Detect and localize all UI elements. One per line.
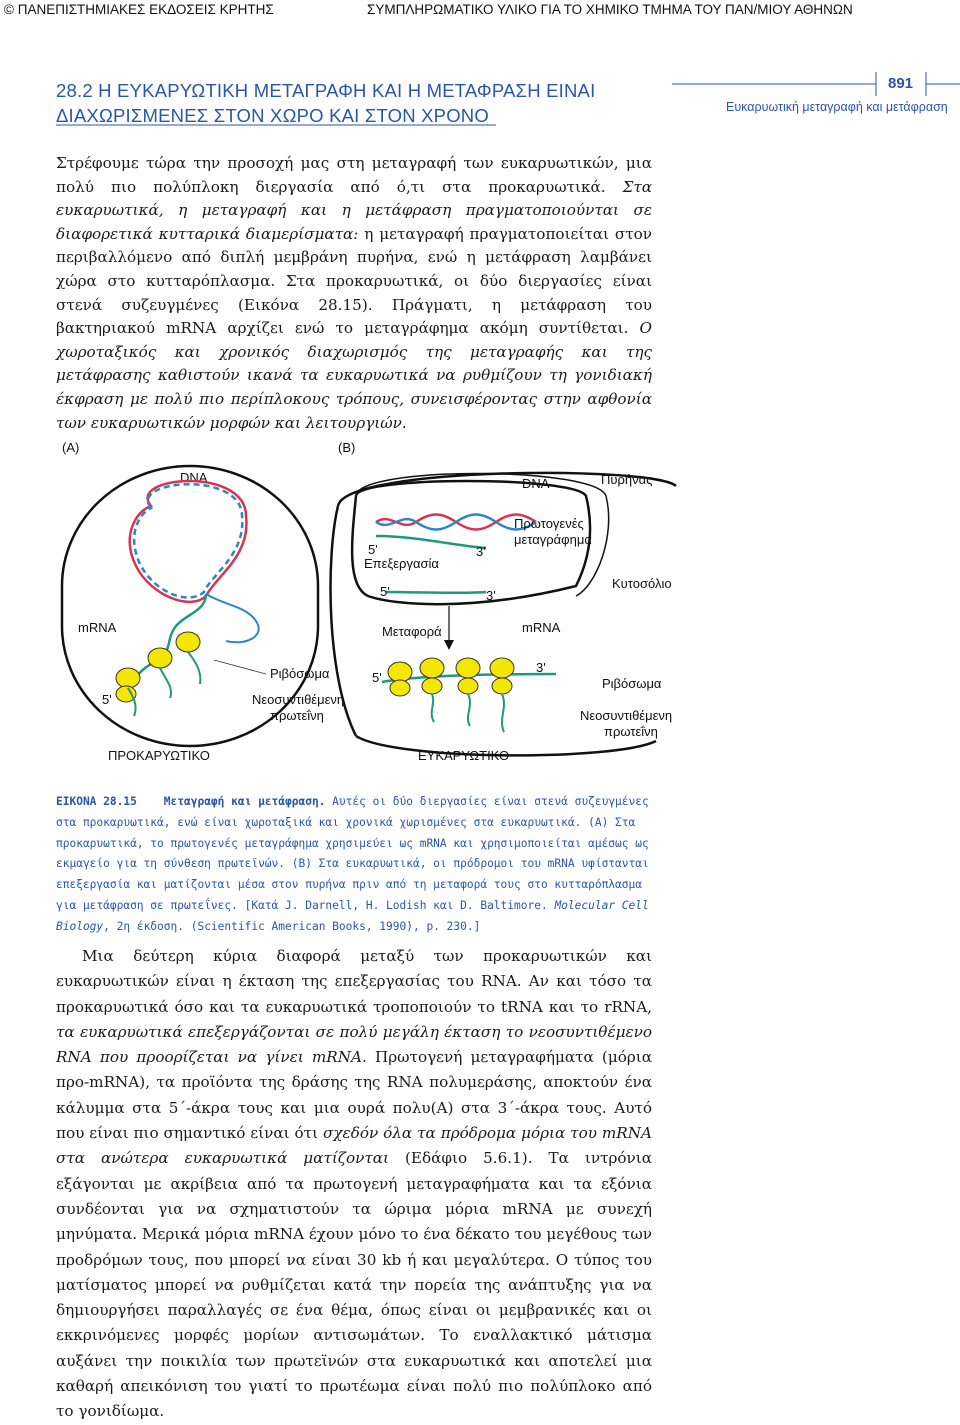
caption-title: Μεταγραφή και μετάφραση. [163,795,326,808]
panel-b-three-c: 3' [536,660,546,675]
prokaryote-dna-loop [130,481,247,602]
intro-text-1: Στρέφουμε τώρα την προσοχή μας στη μεταγραφή των ευκαρυωτικών, μια πολύ πιο πολύπλοκη διεργασία από ό,τι στα προκαρυωτικά. [56,154,652,196]
panel-a-mrna-label: mRNA [78,620,117,635]
running-head: Ευκαρυωτική μεταγραφή και μετάφραση [726,100,948,114]
prokaryote-ribosomes [116,632,200,716]
eukaryote-dna-helix [376,515,536,530]
panel-b-primary-l1: Πρωτογενές [514,516,584,531]
panel-b-nucleus-label: Πυρήνας [601,472,653,487]
prokaryote-dna-tail [206,594,259,642]
panel-a-label: (A) [62,440,80,455]
panel-b-mrna-label: mRNA [522,620,561,635]
header-supplement: ΣΥΜΠΛΗΡΩΜΑΤΙΚΟ ΥΛΙΚΟ ΓΙΑ ΤΟ ΧΗΜΙΚΟ ΤΜΗΜΑ ΤΟΥ ΠΑΝ/ΜΙΟΥ ΑΘΗΝΩΝ [367,2,853,17]
intro-text-2: η μεταγραφή πραγματοποιείται στον περιβαλλόμενο από διπλή μεμβράνη πυρήνα, ενώ η μετάφραση λαμβάνει χώρα στο κυτταρόπλασμα. Στα προκαρυωτικά, οι δύο διεργασίες είναι στενά συζευγμένες (Εικόνα 28.15). Πράγματι, η μετάφραση του βακτηριακού mRNA αρχίζει ενώ το μεταγράφημα ακόμη συντίθεται. [56,224,652,338]
figure-caption [56,792,652,938]
section-title [56,78,676,128]
panel-b-dna-label: DNA [522,476,550,491]
intro-text-italic-2: Ο χωροταξικός και χρονικός διαχωρισμός της μεταγραφής και της μετάφρασης καθιστούν ικανά τα ευκαρυωτικά να ρυθμίζουν τη γονιδιακή έκφραση με πολύ πιο περίπλοκους τρόπους, συνεισφέροντας στην αφθονία των ευκαρυωτικών μορφών και λειτουργιών. [56,319,652,432]
caption-label: ΕΙΚΟΝΑ 28.15 [56,795,137,808]
body2-text-b: Πρωτογενή μεταγραφήματα (μόρια προ-mRNA), τα προϊόντα της δράσης της RNA πολυμεράσης, αποκτούν ένα κάλυμμα στα 5΄-άκρα τους και μια ουρά πολυ(A) στα 3΄-άκρα τους. Αυτό που είναι πιο σημαντικό είναι ότι [56,1048,652,1143]
caption-book: Molecular Cell Biology [56,898,649,933]
panel-b-primary-l2: μεταγράφημα [514,532,592,547]
page-number-rule [672,70,960,98]
figure-28-15 [56,436,696,776]
panel-a-protein-l2: πρωτεΐνη [270,708,324,723]
panel-a-five-prime: 5' [102,692,112,707]
panel-b-five-a: 5' [368,542,378,557]
panel-b-three-b: 3' [486,588,496,603]
page-header [0,0,960,22]
title-underline [56,124,496,128]
page-number: 891 [888,75,914,92]
panel-b-three-a: 3' [476,544,486,559]
panel-b-ribosome-label: Ριβόσωμα [602,676,662,691]
body2-text-a-italic: τα ευκαρυωτικά επεξεργάζονται σε πολύ μεγάλη έκταση το νεοσυντιθέμενο RNA που προορίζεται να γίνει mRNA. [56,1022,652,1067]
transport-arrowhead [444,640,454,650]
processed-mrna [386,592,486,593]
panel-b-cytosol-label: Κυτοσόλιο [612,576,672,591]
panel-b-protein-l1: Νεοσυντιθέμενη [580,708,673,723]
panel-b-protein-l2: πρωτεΐνη [604,724,658,739]
body2-text-a: Μια δεύτερη κύρια διαφορά μεταξύ των προκαρυωτικών και ευκαρυωτικών είναι η έκταση της επεξεργασίας του RNA. Αν και τόσο τα προκαρυωτικά όσο και τα ευκαρυωτικά τροποποιούν το tRNA και το rRNA, [56,947,652,1016]
caption-text-1: Αυτές οι δύο διεργασίες είναι στενά συζευγμένες στα προκαρυωτικά, ενώ είναι χωροταξικά και χρονικά χωρισμένες στα ευκαρυωτικά. (A) Στα προκαρυωτικά, το πρωτογενές μεταγράφημα χρησιμεύει ως mRNA και χρησιμοποιείται αμέσως ως εκμαγείο για τη σύνθεση πρωτεϊνών. (B) Στα ευκαρυωτικά, οι πρόδρομοι του mRNA υφίστανται επεξεργασία και ματίζονται μέσα στον πυρήνα πριν από τη μεταφορά τους στο κυτταρόπλασμα για μετάφραση σε πρωτεΐνες. [Κατά J. Darnell, H. Lodish και D. Baltimore. [56,795,649,912]
body2-text-b-italic: σχεδόν όλα τα πρόδρομα μόρια του mRNA στα ανώτερα ευκαρυωτικά ματίζονται [56,1124,652,1168]
intro-paragraph [56,152,652,435]
primary-transcript-strand [376,536,486,548]
panel-b-transport-label: Μεταφορά [382,624,442,639]
eukaryote-ribosomes [388,658,514,732]
body2-text-c: (Εδάφιο 5.6.1). Τα ιντρόνια εξάγονται με ακρίβεια από τα πρωτογενή μεταγραφήματα και τα εξόνια συνδέονται για να σχηματιστούν τα ώριμα μόρια mRNA με συνεχή μηνύματα. Μερικά μόρια mRNA έχουν μόνο το ένα δέκατο του μεγέθους των προδρόμων τους, που μπορεί να είναι 30 kb ή και μεγαλύτερα. Ο τύπος του ματίσματος μπορεί να ρυθμίζεται κατά την πορεία της ανάπτυξης για να δημιουργήσει παραλλαγές σε ένα θέμα, όπως είναι οι μεμβρανικές και οι εκκρινόμενες μορφές μορίων αντισωμάτων. Το εναλλακτικό μάτισμα αυξάνει την ποικιλία των πρωτεϊνών στα ευκαρυωτικά και αποτελεί μια καθαρή απεικόνιση του γιατί το πρωτέωμα είναι πολύ πιο πολύπλοκο από το γονιδίωμα. [56,1149,652,1421]
section-title-line2: ΔΙΑΧΩΡΙΣΜΕΝΕΣ ΣΤΟΝ ΧΩΡΟ ΚΑΙ ΣΤΟΝ ΧΡΟΝΟ [56,105,489,126]
body-paragraph-2 [56,944,652,1425]
panel-b-five-b: 5' [380,584,390,599]
panel-b-processing-label: Επεξεργασία [364,556,439,571]
intro-text-italic: Στα ευκαρυωτικά, η μεταγραφή και η μετάφραση πραγματοποιούνται σε διαφορετικά κυτταρικά διαμερίσματα: [56,177,652,243]
section-title-line1: 28.2 Η ΕΥΚΑΡΥΩΤΙΚΗ ΜΕΤΑΓΡΑΦΗ ΚΑΙ Η ΜΕΤΑΦΡΑΣΗ ΕΙΝΑΙ [56,80,596,101]
panel-a-caption: ΠΡΟΚΑΡΥΩΤΙΚΟ [108,748,210,763]
panel-b-caption: ΕΥΚΑΡΥΩΤΙΚΟ [418,748,510,763]
panel-a-protein-l1: Νεοσυντιθέμενη [252,692,345,707]
caption-text-2: , 2η έκδοση. (Scientific American Books, 1990), p. 230.] [103,919,481,933]
header-publisher: © ΠΑΝΕΠΙΣΤΗΜΙΑΚΕΣ ΕΚΔΟΣΕΙΣ ΚΡΗΤΗΣ [4,2,274,17]
panel-a-ribosome-label: Ριβόσωμα [270,666,330,681]
panel-b-five-c: 5' [372,670,382,685]
panel-b-label: (B) [338,440,356,455]
panel-a-dna-label: DNA [180,470,208,485]
